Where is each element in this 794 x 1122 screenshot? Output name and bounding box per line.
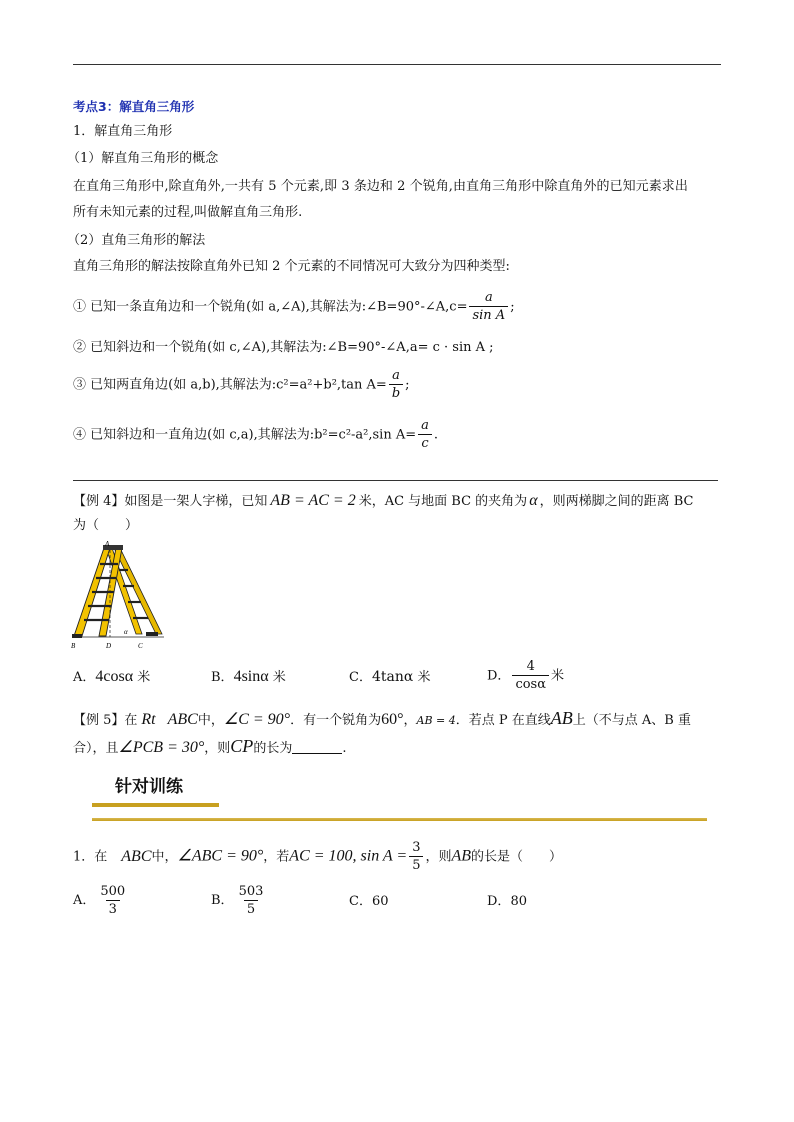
- fraction-numerator: a: [392, 368, 400, 383]
- subheading-2: （2）直角三角形的解法: [67, 233, 206, 248]
- question-1-fraction: [409, 840, 423, 874]
- figure-label-b: B: [71, 642, 76, 650]
- option-label: C．: [349, 894, 372, 909]
- training-bar-line: [92, 818, 707, 821]
- question-1-text-4: 的长是（ ）: [471, 849, 563, 865]
- figure-label-alpha: α: [124, 628, 128, 636]
- question-1-text-1: 中，: [151, 849, 178, 865]
- question-1-text-3: ，则: [425, 849, 452, 865]
- option-label: D．: [487, 894, 511, 909]
- example-5-cp: CP: [230, 736, 254, 756]
- method-3-fraction: [389, 368, 403, 402]
- fraction-numerator: 3: [412, 840, 421, 855]
- fraction-numerator: a: [421, 418, 429, 433]
- method-4-text: 已知斜边和一直角边(如 c,a),其解法为:b²=c²-a²,sin A=: [90, 427, 417, 443]
- figure-label-d: D: [106, 642, 112, 650]
- subheading-1: （1）解直角三角形的概念: [67, 151, 219, 166]
- answer-blank[interactable]: [292, 739, 342, 754]
- example-4-line-1: [73, 491, 693, 512]
- example-4-text-c: ，则两梯脚之间的距离 BC: [539, 494, 694, 509]
- option-unit: 米: [551, 668, 565, 684]
- example-5-line-2: [73, 736, 346, 759]
- example-5-ab: AB: [550, 708, 573, 728]
- example-5-prefix: 【例 5】在: [73, 713, 138, 728]
- ladder-figure: [70, 540, 166, 652]
- section-title: 考点3：解直角三角形: [73, 99, 195, 114]
- option-fraction: [512, 659, 549, 693]
- method-3-end: ;: [405, 377, 410, 393]
- example-5-ab-4: AB = 4: [416, 714, 456, 727]
- method-1-number: ①: [73, 299, 87, 315]
- heading-1: 1．解直角三角形: [73, 124, 173, 139]
- fraction-numerator: 503: [238, 884, 264, 899]
- option-label: B．: [211, 893, 234, 908]
- divider-rule: [73, 480, 718, 481]
- option-fraction: [97, 884, 128, 918]
- example-4-option-d[interactable]: [487, 659, 564, 693]
- option-value: 80: [510, 894, 527, 909]
- example-4-equation: AB = AC = 2: [270, 492, 356, 509]
- example-5-angle-pcb: ∠PCB = 30°: [118, 739, 205, 756]
- method-1-end: ;: [510, 299, 515, 315]
- fraction-numerator: a: [484, 290, 493, 305]
- top-rule: [73, 64, 721, 65]
- example-5-text-4: ．若点 P 在直线: [455, 713, 551, 728]
- option-label: B．: [211, 670, 234, 685]
- example-5-text-8: 的长为: [253, 741, 293, 756]
- method-1-text: 已知一条直角边和一个锐角(如 a,∠A),其解法为:∠B=90°-∠A,c=: [90, 299, 468, 315]
- question-1: [73, 840, 562, 874]
- fraction-denominator: 5: [409, 856, 423, 874]
- figure-label-c: C: [138, 642, 143, 650]
- example-5-rt: Rt: [141, 711, 156, 728]
- example-5-text-5: 上（不与点 A、B 重: [572, 713, 691, 728]
- fraction-denominator: sin A: [469, 306, 508, 324]
- method-2: [73, 338, 494, 358]
- method-3-number: ③: [73, 377, 87, 393]
- example-5-text-2: ．有一个锐角为: [290, 713, 382, 728]
- option-unit: 米: [417, 670, 431, 685]
- example-5-text-1: 中，: [197, 713, 224, 728]
- example-5-text-7: ，则: [204, 741, 231, 756]
- question-1-option-a[interactable]: [73, 884, 130, 918]
- option-expression: 4cosα: [95, 668, 134, 685]
- method-4-fraction: [418, 418, 432, 452]
- example-5-line-1: [73, 708, 691, 731]
- question-1-option-c[interactable]: [349, 892, 389, 912]
- option-label: A．: [73, 893, 96, 908]
- fraction-denominator: b: [389, 384, 403, 402]
- example-5-text-3: ，: [403, 713, 417, 728]
- method-2-text: 已知斜边和一个锐角(如 c,∠A),其解法为:∠B=90°-∠A,a= c · sin A ;: [90, 340, 494, 355]
- method-4-end: .: [433, 427, 439, 443]
- example-5-text-6: 合），且: [73, 741, 119, 756]
- training-bar-accent: [92, 803, 219, 807]
- fraction-denominator: cosα: [512, 675, 549, 693]
- example-5-60-degrees: 60°: [381, 711, 404, 728]
- method-3: [73, 368, 410, 402]
- example-4-option-c[interactable]: [349, 667, 430, 688]
- question-1-text-2: ，若: [263, 849, 290, 865]
- method-1: [73, 290, 515, 324]
- example-4-option-a[interactable]: [73, 667, 150, 688]
- option-label: C．: [349, 670, 372, 685]
- option-expression: 4sinα: [233, 668, 269, 685]
- method-4-number: ④: [73, 427, 87, 443]
- option-unit: 米: [137, 670, 151, 685]
- question-1-given: AC = 100, sin A =: [289, 847, 408, 865]
- option-expression: 4tanα: [371, 669, 414, 685]
- fraction-denominator: 5: [244, 900, 258, 918]
- option-label: A．: [73, 670, 96, 685]
- method-1-fraction: [469, 290, 508, 324]
- paragraph-1b: 所有未知元素的过程,叫做解直角三角形.: [73, 205, 303, 220]
- example-4-line-2: 为（ ）: [73, 518, 139, 533]
- figure-label-a: A: [105, 540, 110, 548]
- method-4: [73, 418, 438, 452]
- question-1-triangle: ABC: [121, 847, 152, 865]
- option-label: D．: [487, 668, 511, 684]
- method-3-text: 已知两直角边(如 a,b),其解法为:c²=a²+b²,tan A=: [90, 377, 387, 393]
- training-title: 针对训练: [115, 777, 183, 797]
- question-1-option-b[interactable]: [211, 884, 268, 918]
- paragraph-1a: 在直角三角形中,除直角外,一共有 5 个元素,即 3 条边和 2 个锐角,由直角三角形中除直角外的已知元素求出: [73, 179, 688, 194]
- fraction-numerator: 500: [100, 884, 126, 899]
- example-5-triangle: ABC: [167, 711, 198, 728]
- example-4-option-b[interactable]: [211, 667, 286, 688]
- question-1-angle-abc: ∠ABC = 90°: [177, 847, 264, 865]
- paragraph-2: 直角三角形的解法按除直角外已知 2 个元素的不同情况可大致分为四种类型:: [73, 259, 510, 274]
- fraction-denominator: c: [418, 434, 431, 452]
- question-1-ab: AB: [451, 847, 472, 865]
- fraction-denominator: 3: [106, 900, 120, 918]
- fraction-numerator: 4: [526, 659, 535, 674]
- method-2-number: ②: [73, 340, 87, 355]
- option-fraction: [236, 884, 267, 918]
- option-value: 60: [371, 894, 389, 909]
- example-4-text-a: 【例 4】如图是一架人字梯，已知: [73, 494, 268, 509]
- example-4-alpha: α: [529, 492, 538, 509]
- question-1-prefix: 1．在: [73, 849, 108, 865]
- example-4-text-b: 米，AC 与地面 BC 的夹角为: [358, 494, 528, 509]
- example-5-angle-c: ∠C = 90°: [223, 711, 291, 728]
- question-1-option-d[interactable]: [487, 892, 527, 912]
- option-unit: 米: [272, 670, 286, 685]
- example-5-end: .: [342, 741, 347, 756]
